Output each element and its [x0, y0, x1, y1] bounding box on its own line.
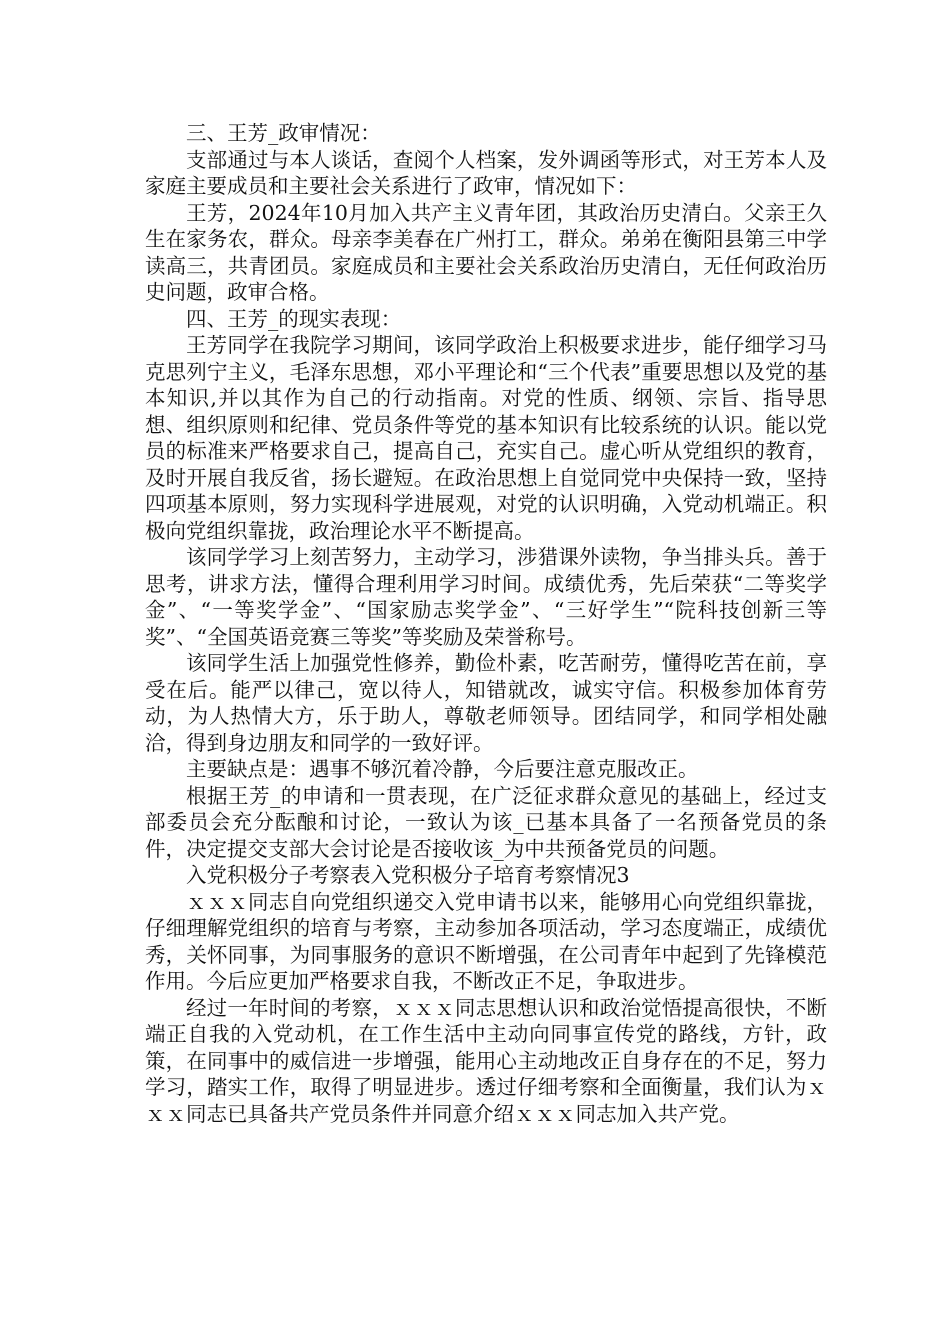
paragraph-review-result: 王芳，2024年10月加入共产主义青年团，其政治历史清白。父亲王久生在家务农，群众。母亲李美春在广州打工，群众。弟弟在衡阳县第三中学读高三，共青团员。家庭成员和主要社会关系政治历史清白，无任何政治历史问题，政审合格。 — [145, 200, 827, 304]
section-heading-political-review: 三、王芳_政审情况： — [186, 121, 381, 145]
document-body — [145, 120, 827, 1127]
paragraph-shortcomings: 主要缺点是：遇事不够沉着冷静，今后要注意克服改正。 — [186, 757, 699, 781]
paragraph-study-performance: 该同学学习上刻苦努力，主动学习，涉猎课外读物，争当排头兵。善于思考，讲求方法，懂得合理利用学习时间。成绩优秀，先后荣获“二等奖学金”、“一等奖学金”、“国家励志奖学金”、“三好学生”“院科技创新三等奖”、“全国英语竞赛三等奖”等奖励及荣誉称号。 — [145, 545, 827, 649]
paragraph-life-performance: 该同学生活上加强党性修养，勤俭朴素，吃苦耐劳，懂得吃苦在前，享受在后。能严以律己，宽以待人，知错就改，诚实守信。积极参加体育劳动，为人热情大方，乐于助人，尊敬老师领导。团结同学，和同学相处融洽，得到身边朋友和同学的一致好评。 — [145, 651, 827, 755]
section-heading-performance: 四、王芳_的现实表现： — [186, 306, 402, 331]
paragraph-review-method: 支部通过与本人谈话，查阅个人档案，发外调函等形式，对王芳本人及家庭主要成员和主要社会关系进行了政审，情况如下： — [145, 147, 827, 198]
paragraph-report-3-intro: ｘｘｘ同志自向党组织递交入党申请书以来，能够用心向党组织靠拢，仔细理解党组织的培育与考察，主动参加各项活动，学习态度端正，成绩优秀，关怀同事，为同事服务的意识不断增强，在公司青年中起到了先锋模范作用。今后应更加严格要求自我，不断改正不足，争取进步。 — [145, 889, 827, 993]
section-heading-report-3: 入党积极分子考察表入党积极分子培育考察情况3 — [186, 863, 630, 887]
paragraph-political-performance: 王芳同学在我院学习期间，该同学政治上积极要求进步，能仔细学习马克思列宁主义，毛泽东思想，邓小平理论和“三个代表”重要思想以及党的基本知识,并以其作为自己的行动指南。对党的性质、纲领、宗旨、指导思想、组织原则和纪律、党员条件等党的基本知识有比较系统的认识。能以党员的标准来严格要求自己，提高自己，充实自己。虚心听从党组织的教育，及时开展自我反省，扬长避短。在政治思想上自觉同党中央保持一致，坚持四项基本原则，努力实现科学进展观，对党的认识明确，入党动机端正。积极向党组织靠拢，政治理论水平不断提高。 — [145, 333, 827, 543]
paragraph-conclusion: 根据王芳_的申请和一贯表现，在广泛征求群众意见的基础上，经过支部委员会充分酝酿和讨论，一致认为该_已基本具备了一名预备党员的条件，决定提交支部大会讨论是否接收该_为中共预备党员的问题。 — [145, 783, 827, 861]
paragraph-report-3-assessment: 经过一年时间的考察，ｘｘｘ同志思想认识和政治觉悟提高很快，不断端正自我的入党动机，在工作生活中主动向同事宣传党的路线，方针，政策，在同事中的威信进一步增强，能用心主动地改正自身存在的不足，努力学习，踏实工作，取得了明显进步。透过仔细考察和全面衡量，我们认为ｘｘｘ同志已具备共产党员条件并同意介绍ｘｘｘ同志加入共产党。 — [145, 995, 827, 1126]
